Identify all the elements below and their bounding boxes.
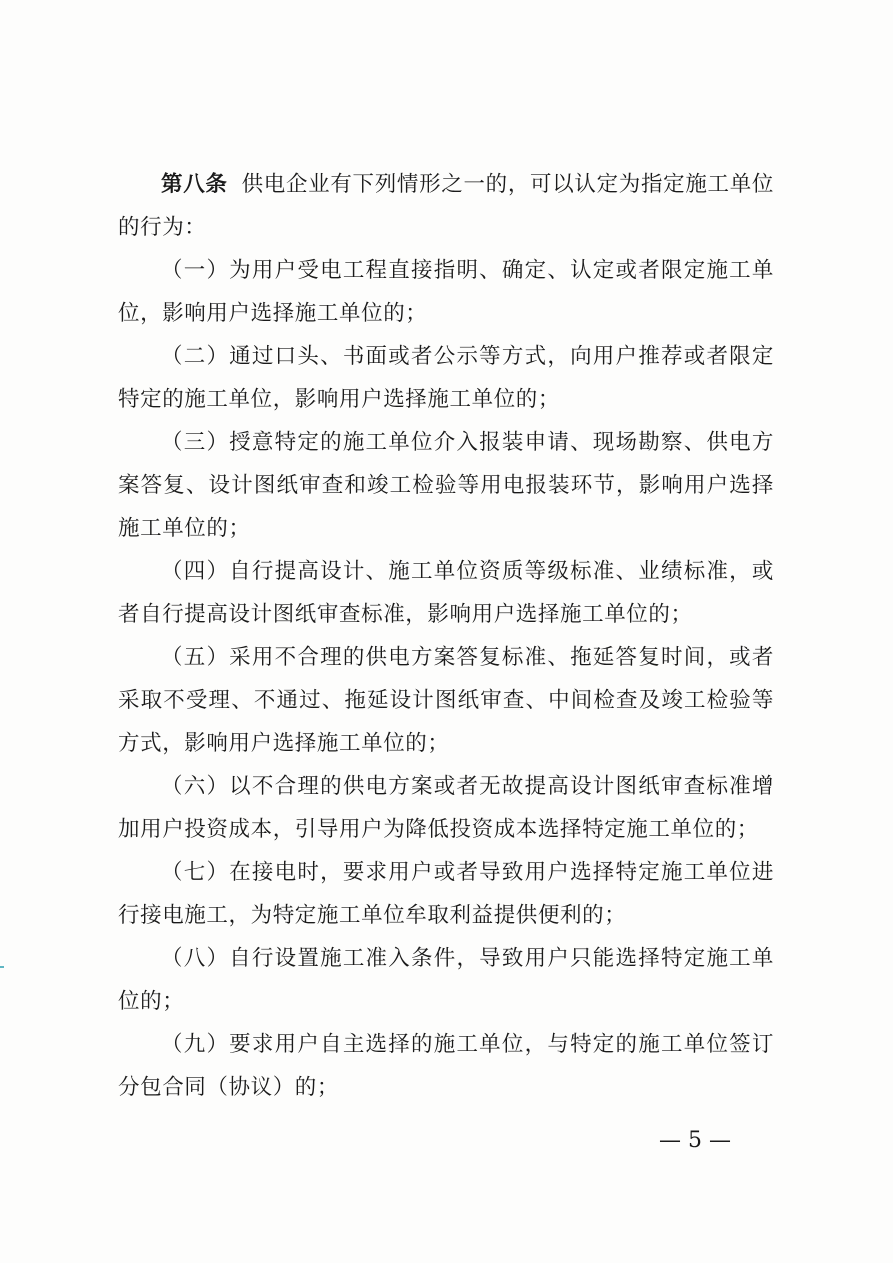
document-body bbox=[118, 163, 774, 1109]
list-item: （一）为用户受电工程直接指明、确定、认定或者限定施工单位，影响用户选择施工单位的； bbox=[118, 258, 774, 326]
scan-edge-mark bbox=[0, 966, 4, 968]
list-item: （五）采用不合理的供电方案答复标准、拖延答复时间，或者采取不受理、不通过、拖延设计图纸审查、中间检查及竣工检验等方式，影响用户选择施工单位的； bbox=[118, 645, 774, 756]
article-title: 第八条 bbox=[161, 172, 228, 197]
article-intro: 供电企业有下列情形之一的，可以认定为指定施工单位的行为： bbox=[118, 172, 774, 240]
list-item: （六）以不合理的供电方案或者无故提高设计图纸审查标准增加用户投资成本，引导用户为降低投资成本选择特定施工单位的； bbox=[118, 774, 774, 842]
list-item: （三）授意特定的施工单位介入报装申请、现场勘察、供电方案答复、设计图纸审查和竣工检验等用电报装环节，影响用户选择施工单位的； bbox=[118, 430, 774, 541]
list-item: （四）自行提高设计、施工单位资质等级标准、业绩标准，或者自行提高设计图纸审查标准，影响用户选择施工单位的； bbox=[118, 559, 774, 627]
article-paragraph bbox=[118, 163, 774, 249]
list-item: （七）在接电时，要求用户或者导致用户选择特定施工单位进行接电施工，为特定施工单位牟取利益提供便利的； bbox=[118, 860, 774, 928]
page-number: — 5 — bbox=[659, 1128, 731, 1153]
list-item: （二）通过口头、书面或者公示等方式，向用户推荐或者限定特定的施工单位，影响用户选择施工单位的； bbox=[118, 344, 774, 412]
list-item: （八）自行设置施工准入条件，导致用户只能选择特定施工单位的； bbox=[118, 946, 774, 1014]
list-item: （九）要求用户自主选择的施工单位，与特定的施工单位签订分包合同（协议）的； bbox=[118, 1032, 774, 1100]
